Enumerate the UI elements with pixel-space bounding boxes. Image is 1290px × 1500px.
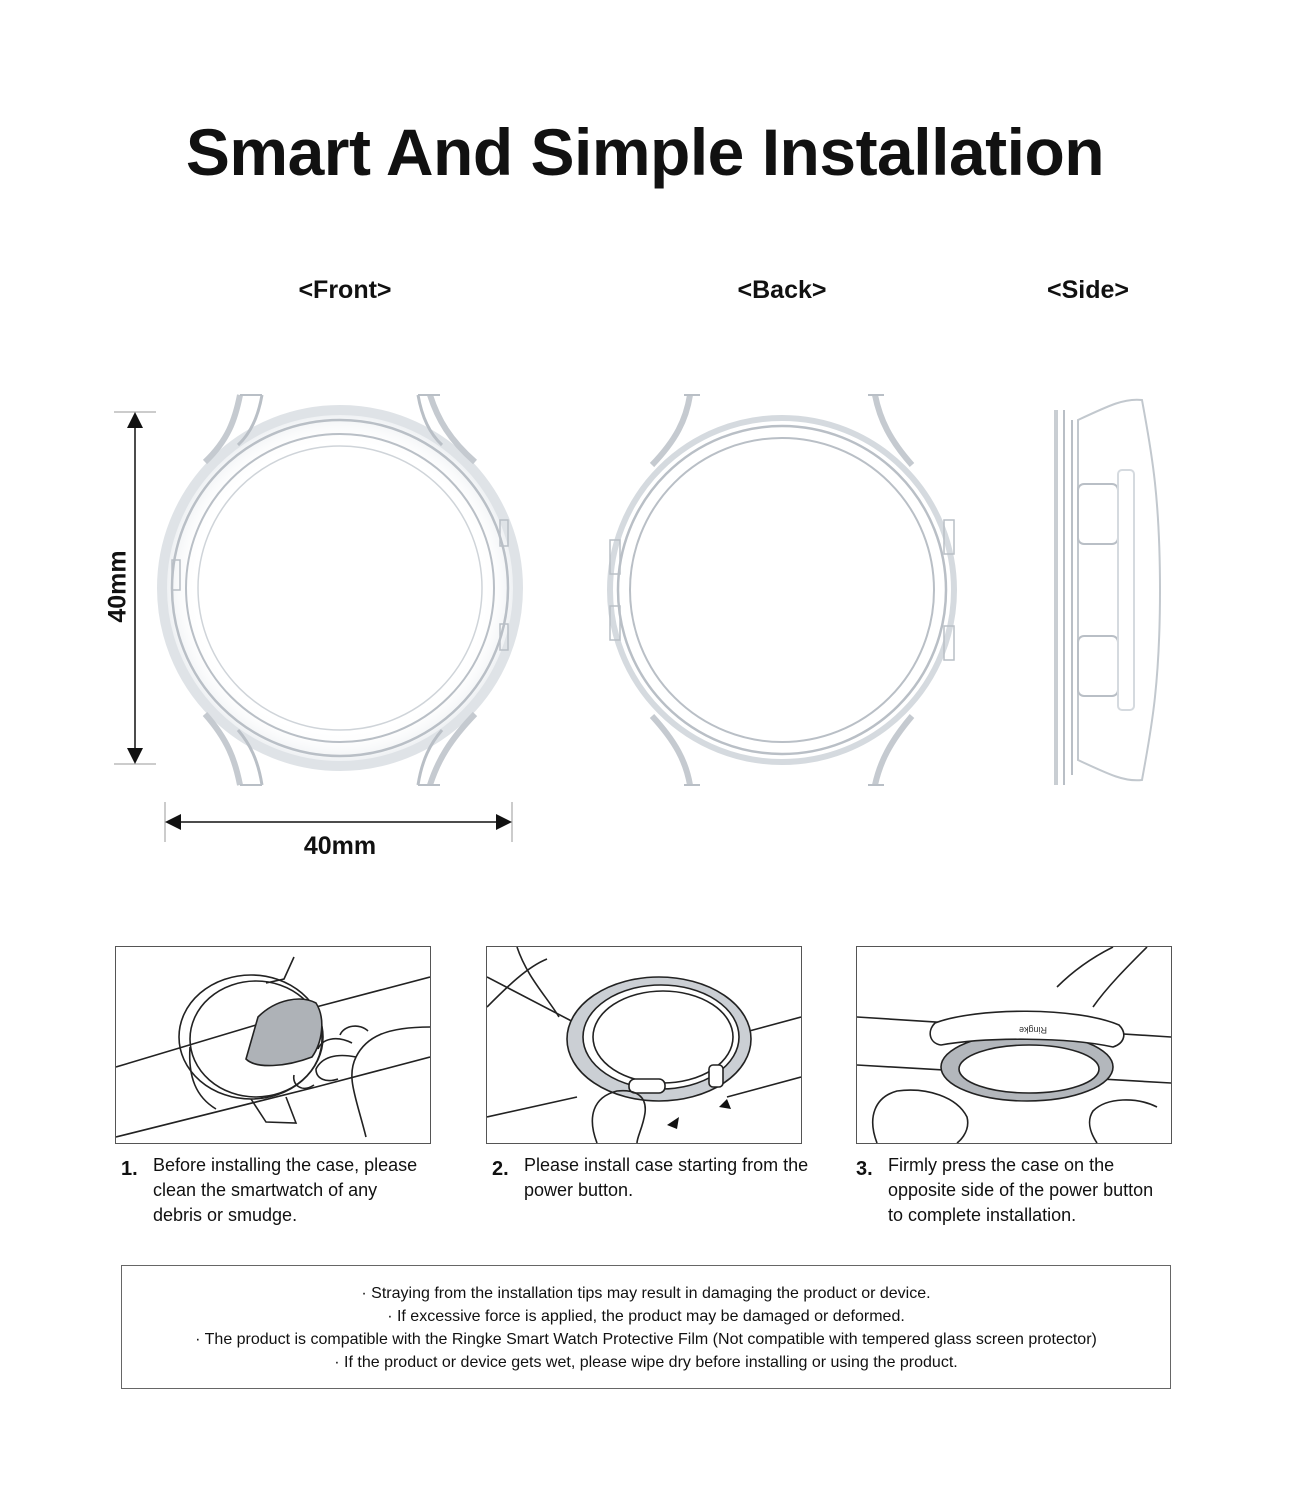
front-case-drawing: [162, 395, 518, 785]
step-2-illustration: [486, 946, 802, 1144]
step-3-text: Firmly press the case on the opposite side of the power button to complete installation.: [888, 1155, 1154, 1225]
step-1-number: 1.: [121, 1158, 138, 1180]
back-case-drawing: [610, 395, 954, 785]
caution-notice-box: [121, 1265, 1171, 1389]
back-view-label: <Back>: [737, 276, 827, 304]
height-dimension-label: 40mm: [103, 550, 132, 623]
step-1-text: Before installing the case, please clean the smartwatch of any debris or smudge.: [153, 1155, 418, 1225]
notice-item: · Straying from the installation tips may result in damaging the product or device.: [361, 1285, 931, 1302]
step-1-illustration: [115, 946, 431, 1144]
width-dimension-label: 40mm: [303, 832, 377, 860]
notice-item: · The product is compatible with the Ringke Smart Watch Protective Film (Not compatible with tempered glass screen protector): [195, 1331, 1097, 1348]
step-3-illustration: [856, 946, 1172, 1144]
ringke-case-text: Ringke: [1018, 1025, 1047, 1035]
notice-item: · If excessive force is applied, the product may be damaged or deformed.: [387, 1308, 905, 1325]
step-3-number: 3.: [856, 1158, 873, 1180]
side-view-label: <Side>: [1047, 276, 1129, 304]
step-2-text: Please install case starting from the power button.: [524, 1155, 809, 1200]
notice-item: · If the product or device gets wet, please wipe dry before installing or using the product.: [334, 1354, 958, 1371]
front-view-label: <Front>: [298, 276, 392, 304]
page-title: Smart And Simple Installation: [185, 115, 1105, 189]
step-2-number: 2.: [492, 1158, 509, 1180]
side-case-drawing: [1056, 400, 1160, 785]
